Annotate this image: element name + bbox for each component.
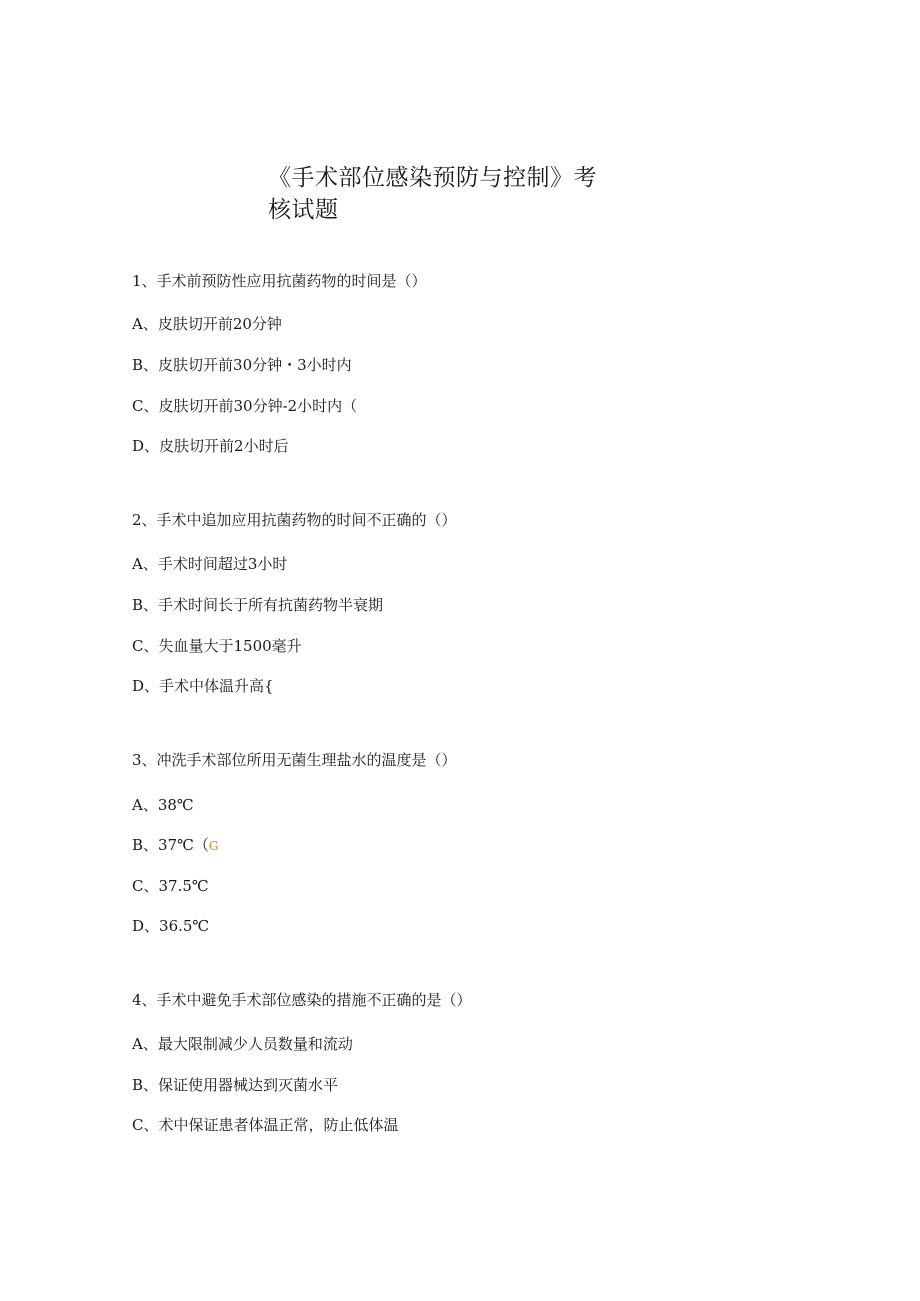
question-4-stem: 4、手术中避免手术部位感染的措施不正确的是（） <box>132 991 472 1009</box>
question-4-option-c: C、术中保证患者体温正常，防止低体温 <box>132 1116 399 1134</box>
question-2-option-c: C、失血量大于1500毫升 <box>132 637 302 655</box>
question-3-option-d: D、36.5℃ <box>132 917 210 935</box>
question-3-option-b <box>132 835 218 856</box>
title-line-2: 核试题 <box>268 197 339 223</box>
question-2-stem: 2、手术中追加应用抗菌药物的时间不正确的（） <box>132 511 457 529</box>
question-3-option-b-text: B、37℃（ <box>132 836 209 854</box>
question-1-option-a: A、皮肤切开前20分钟 <box>132 315 282 333</box>
question-1-option-d: D、皮肤切开前2小时后 <box>132 437 289 455</box>
question-4-option-a: A、最大限制减少人员数量和流动 <box>132 1035 353 1053</box>
question-3-option-a: A、38℃ <box>132 796 194 814</box>
question-2-option-b: B、手术时间长于所有抗菌药物半衰期 <box>132 596 384 614</box>
title-line-1: 《手术部位感染预防与控制》考 <box>268 165 597 191</box>
question-2-option-a: A、手术时间超过3小时 <box>132 555 288 573</box>
question-3-stem: 3、冲洗手术部位所用无菌生理盐水的温度是（） <box>132 751 457 769</box>
question-4-option-b: B、保证使用器械达到灭菌水平 <box>132 1076 339 1094</box>
question-3-option-c: C、37.5℃ <box>132 877 209 895</box>
question-1-option-c: C、皮肤切开前30分钟-2小时内（ <box>132 397 358 415</box>
document-title <box>268 162 608 226</box>
stray-mark: G <box>208 839 219 853</box>
question-1-stem: 1、手术前预防性应用抗菌药物的时间是（） <box>132 272 427 290</box>
question-2-option-d: D、手术中体温升高{ <box>132 677 274 695</box>
question-1-option-b: B、皮肤切开前30分钟・3小时内 <box>132 356 352 374</box>
